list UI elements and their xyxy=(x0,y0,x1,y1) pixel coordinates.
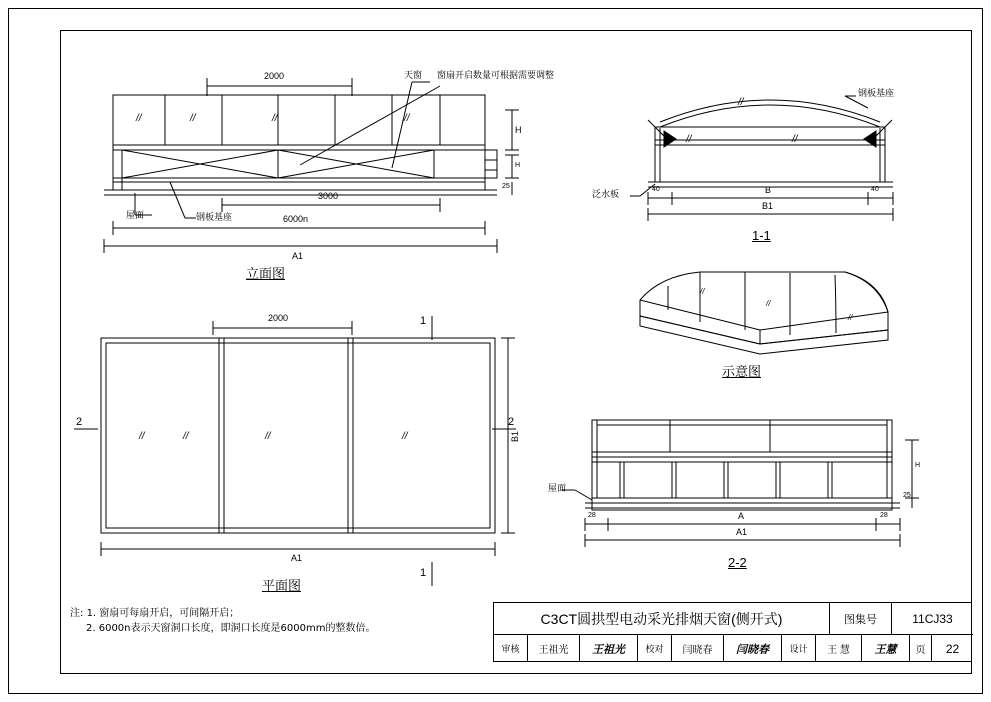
s11-dim-b: B xyxy=(765,185,772,195)
label-steel-base-s11: 钢板基座 xyxy=(858,89,895,99)
plan-caption: 平面图 xyxy=(262,579,302,594)
review-signature: 王祖光 xyxy=(592,643,625,656)
label-sash-note: 窗扇开启数量可根据需要调整 xyxy=(437,71,555,81)
section-1-1-caption: 1-1 xyxy=(752,228,771,243)
page-value-cell xyxy=(932,635,973,662)
hatch-mark-s11-3: // xyxy=(792,134,798,145)
plan-section-mark-1-top: 1 xyxy=(420,315,427,327)
hatch-mark-iso-3: // xyxy=(848,313,853,322)
isometric-caption: 示意图 xyxy=(722,365,762,380)
album-no-value-cell xyxy=(892,603,973,635)
label-flashing-s11: 泛水板 xyxy=(592,190,620,200)
review-label-cell xyxy=(494,635,528,662)
review-label: 审核 xyxy=(501,644,520,654)
check-name-cell xyxy=(672,635,724,662)
elevation-dim-25: 25 xyxy=(502,183,510,190)
hatch-mark-plan-2: // xyxy=(183,431,189,442)
elevation-caption: 立面图 xyxy=(246,267,286,282)
hatch-mark-elev-3: // xyxy=(272,113,278,124)
elevation-dim-h: H xyxy=(515,125,522,135)
title-block xyxy=(493,602,972,662)
page-label: 页 xyxy=(915,645,926,656)
notes-line-2 xyxy=(70,621,470,636)
s22-dim-28-right: 28 xyxy=(880,512,888,519)
elevation-dim-h-small: H xyxy=(515,162,521,169)
design-name-cell xyxy=(816,635,862,662)
hatch-mark-iso-2: // xyxy=(766,299,771,308)
s22-dim-28-left: 28 xyxy=(588,512,596,519)
review-name: 王祖光 xyxy=(538,645,569,656)
elevation-dim-6000n: 6000n xyxy=(283,214,309,224)
plan-dim-2000: 2000 xyxy=(268,313,289,323)
review-signature-cell xyxy=(580,635,638,662)
hatch-mark-s11-1: // xyxy=(738,97,744,108)
hatch-mark-elev-2: // xyxy=(190,113,196,124)
hatch-mark-elev-4: // xyxy=(404,113,410,124)
label-roof-s22: 屋面 xyxy=(548,484,567,494)
label-steel-base-elev: 钢板基座 xyxy=(196,213,233,223)
album-no-label: 图集号 xyxy=(844,613,877,626)
hatch-mark-elev-1: // xyxy=(136,113,142,124)
album-no-label-cell xyxy=(830,603,892,635)
section-2-2-caption: 2-2 xyxy=(728,555,747,570)
design-label: 设计 xyxy=(789,644,808,654)
notes-block xyxy=(70,606,470,636)
check-name: 闫晓春 xyxy=(682,645,713,656)
notes-label: 注: xyxy=(70,608,84,619)
s22-dim-a: A xyxy=(738,511,745,521)
check-label-cell xyxy=(638,635,672,662)
notes-item-1: 1. 窗扇可每扇开启，可间隔开启； xyxy=(86,608,240,619)
hatch-mark-plan-4: // xyxy=(402,431,408,442)
design-label-cell xyxy=(782,635,816,662)
check-signature: 闫晓春 xyxy=(736,643,769,656)
elevation-dim-a1: A1 xyxy=(292,251,304,261)
design-signature: 王慧 xyxy=(874,643,897,656)
plan-dim-a1: A1 xyxy=(291,553,303,563)
check-label: 校对 xyxy=(645,644,664,654)
s11-dim-40-right: 40 xyxy=(871,186,879,193)
s22-dim-a1: A1 xyxy=(736,527,748,537)
notes-line-1 xyxy=(70,606,470,621)
plan-dim-b1: B1 xyxy=(510,430,520,442)
drawing-title: C3CT圆拱型电动采光排烟天窗(侧开式) xyxy=(540,610,783,627)
elevation-dim-2000: 2000 xyxy=(264,71,285,81)
s22-dim-25: 25 xyxy=(903,492,911,499)
review-name-cell xyxy=(528,635,580,662)
title-block-title-cell xyxy=(494,603,830,635)
label-roof-elev: 屋面 xyxy=(126,211,145,221)
album-no-value: 11CJ33 xyxy=(912,611,953,626)
s11-dim-40-left: 40 xyxy=(652,186,660,193)
hatch-mark-plan-1: // xyxy=(139,431,145,442)
notes-item-2: 2. 6000n表示天窗洞口长度，即洞口长度是6000mm的整数倍。 xyxy=(86,623,376,634)
hatch-mark-s11-2: // xyxy=(686,134,692,145)
check-signature-cell xyxy=(724,635,782,662)
page-value: 22 xyxy=(945,641,960,656)
elevation-dim-3000: 3000 xyxy=(318,191,339,201)
s11-dim-b1: B1 xyxy=(762,201,774,211)
page-label-cell xyxy=(910,635,932,662)
plan-section-mark-2-left: 2 xyxy=(76,416,83,428)
label-skylight: 天窗 xyxy=(404,71,423,81)
plan-section-mark-1-bottom: 1 xyxy=(420,567,427,579)
plan-section-mark-2-right: 2 xyxy=(508,416,515,428)
design-name: 王 慧 xyxy=(827,645,850,656)
hatch-mark-iso-1: // xyxy=(700,287,705,296)
hatch-mark-plan-3: // xyxy=(265,431,271,442)
s22-dim-h: H xyxy=(915,462,921,469)
design-signature-cell xyxy=(862,635,910,662)
